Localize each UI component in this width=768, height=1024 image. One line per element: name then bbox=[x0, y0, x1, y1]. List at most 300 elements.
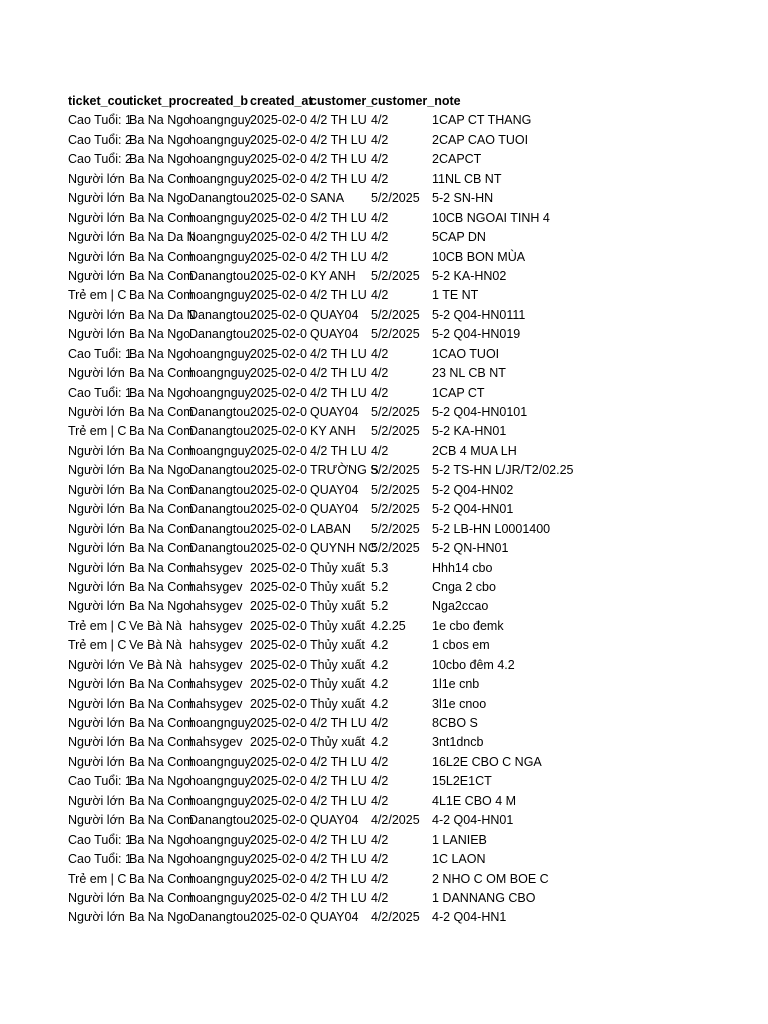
table-cell: hoangnguy bbox=[189, 832, 251, 847]
table-cell: 2025-02-0 bbox=[250, 813, 307, 828]
table-cell: Người lớn bbox=[68, 599, 125, 614]
table-cell: Thủy xuất bbox=[310, 677, 365, 692]
table-row bbox=[68, 753, 592, 772]
table-cell: 5-2 QN-HN01 bbox=[432, 541, 509, 556]
table-cell: hahsygev bbox=[189, 560, 243, 575]
table-cell: Ba Na Com bbox=[129, 560, 194, 575]
table-cell: Ba Na Com bbox=[129, 754, 194, 769]
table-cell: 4.2 bbox=[371, 657, 389, 672]
table-cell: 2025-02-0 bbox=[250, 852, 307, 867]
table-cell: 5/2/2025 bbox=[371, 502, 420, 517]
table-cell: 4/2 TH LU bbox=[310, 152, 367, 167]
table-cell: 4/2 TH LU bbox=[310, 210, 367, 225]
header-cell: ticket_cou bbox=[68, 94, 130, 108]
table-cell: Trẻ em | C bbox=[68, 288, 127, 303]
table-cell: Ba Na Com bbox=[129, 716, 194, 730]
table-cell: 1CAP CT bbox=[432, 385, 485, 400]
table-cell: 2025-02-0 bbox=[250, 735, 307, 750]
table-cell: 1 TE NT bbox=[432, 288, 479, 303]
table-cell: Người lớn bbox=[68, 716, 125, 730]
table-cell: Ba Na Com bbox=[129, 813, 194, 828]
table-cell: 4/2 bbox=[371, 385, 389, 400]
table-row bbox=[68, 733, 592, 752]
table-cell: Ba Na Ngo bbox=[129, 852, 191, 867]
table-cell: 4/2 TH LU bbox=[310, 832, 367, 847]
table-cell: Danangtou bbox=[189, 541, 251, 556]
table-row bbox=[68, 539, 592, 558]
table-cell: Người lớn bbox=[68, 813, 125, 828]
table-cell: 2025-02-0 bbox=[250, 832, 307, 847]
table-cell: Người lớn bbox=[68, 327, 125, 342]
table-row bbox=[68, 442, 592, 461]
table-cell: 5/2/2025 bbox=[371, 541, 420, 556]
table-cell: 5-2 Q04-HN0111 bbox=[432, 307, 526, 322]
table-cell: hahsygev bbox=[189, 696, 243, 711]
table-cell: Trẻ em | C bbox=[68, 424, 127, 439]
table-cell: Ba Na Com bbox=[129, 696, 194, 711]
table-cell: KY ANH bbox=[310, 268, 356, 283]
table-cell: hoangnguy bbox=[189, 852, 251, 867]
table-cell: Ba Na Ngo bbox=[129, 910, 191, 925]
table-row bbox=[68, 811, 592, 830]
table-cell: Ba Na Com bbox=[129, 521, 194, 536]
table-cell: Người lớn bbox=[68, 171, 125, 186]
table-row bbox=[68, 461, 592, 480]
table-cell: Ba Na Ngo bbox=[129, 385, 191, 400]
table-row bbox=[68, 131, 592, 150]
table-cell: 15L2E1CT bbox=[432, 774, 492, 789]
table-row bbox=[68, 636, 592, 655]
table-cell: Ba Na Ngo bbox=[129, 132, 191, 147]
table-cell: Người lớn bbox=[68, 754, 125, 769]
table-cell: Người lớn bbox=[68, 210, 125, 225]
table-cell: hoangnguy bbox=[189, 754, 251, 769]
table-cell: 4/2 bbox=[371, 288, 389, 303]
table-cell: Danangtou bbox=[189, 463, 251, 478]
table-cell: hahsygev bbox=[189, 657, 243, 672]
table-row bbox=[68, 889, 592, 908]
table-cell: Ve Bà Nà bbox=[129, 657, 182, 672]
table-cell: 4/2 TH LU bbox=[310, 871, 367, 886]
table-cell: Người lớn bbox=[68, 677, 125, 692]
table-cell: 4/2 bbox=[371, 852, 389, 867]
table-cell: QUAY04 bbox=[310, 502, 359, 517]
table-cell: hoangnguy bbox=[189, 171, 251, 186]
table-cell: 2025-02-0 bbox=[250, 210, 307, 225]
table-cell: 2025-02-0 bbox=[250, 424, 307, 439]
table-row bbox=[68, 325, 592, 344]
table-cell: 4.2.25 bbox=[371, 618, 406, 633]
table-cell: 2025-02-0 bbox=[250, 482, 307, 497]
table-cell: 2025-02-0 bbox=[250, 463, 307, 478]
table-cell: 5/2/2025 bbox=[371, 521, 420, 536]
table-cell: 2025-02-0 bbox=[250, 113, 307, 128]
table-cell: 8CBO S bbox=[432, 716, 478, 730]
table-row bbox=[68, 248, 592, 267]
table-cell: Ve Bà Nà bbox=[129, 638, 182, 653]
table-row bbox=[68, 228, 592, 247]
header-row bbox=[68, 92, 592, 111]
table-cell: Người lớn bbox=[68, 405, 125, 419]
table-cell: 23 NL CB NT bbox=[432, 366, 506, 381]
table-cell: 5-2 Q04-HN019 bbox=[432, 327, 521, 342]
table-cell: 4/2 bbox=[371, 113, 389, 128]
table-cell: Ve Bà Nà bbox=[129, 618, 182, 633]
table-cell: 2025-02-0 bbox=[250, 677, 307, 692]
table-cell: 5/2/2025 bbox=[371, 424, 420, 439]
table-cell: Ba Na Com bbox=[129, 541, 194, 556]
table-cell: Ba Na Com bbox=[129, 171, 194, 186]
table-cell: 2025-02-0 bbox=[250, 793, 307, 808]
table-cell: TRƯỜNG S bbox=[310, 463, 379, 478]
table-row bbox=[68, 559, 592, 578]
table-cell: hoangnguy bbox=[189, 890, 251, 905]
table-cell: hoangnguy bbox=[189, 385, 251, 400]
table-cell: 3l1e cnoo bbox=[432, 696, 487, 711]
table-cell: hoangnguy bbox=[189, 793, 251, 808]
table-cell: Ba Na Com bbox=[129, 502, 194, 517]
table-cell: Người lớn bbox=[68, 521, 125, 536]
spreadsheet bbox=[68, 92, 592, 928]
table-cell: 4/2 TH LU bbox=[310, 113, 367, 128]
table-row bbox=[68, 170, 592, 189]
table-cell: hoangnguy bbox=[189, 152, 251, 167]
table-cell: Người lớn bbox=[68, 268, 125, 283]
table-cell: 4/2 TH LU bbox=[310, 288, 367, 303]
table-cell: 5/2/2025 bbox=[371, 268, 420, 283]
table-cell: QUAY04 bbox=[310, 910, 359, 925]
table-cell: 4.2 bbox=[371, 677, 389, 692]
table-row bbox=[68, 422, 592, 441]
table-cell: 5-2 TS-HN L/JR/T2/02.25 bbox=[432, 463, 574, 478]
table-cell: 4/2 TH LU bbox=[310, 852, 367, 867]
table-cell: Người lớn bbox=[68, 541, 125, 556]
table-cell: Người lớn bbox=[68, 502, 125, 517]
table-cell: 4/2 bbox=[371, 346, 389, 361]
table-cell: 4/2 bbox=[371, 230, 389, 245]
table-cell: Người lớn bbox=[68, 696, 125, 711]
table-cell: 5.2 bbox=[371, 599, 389, 614]
table-row bbox=[68, 500, 592, 519]
table-cell: 4/2 bbox=[371, 754, 389, 769]
table-cell: 2025-02-0 bbox=[250, 327, 307, 342]
table-cell: Ba Na Com bbox=[129, 424, 194, 439]
table-row bbox=[68, 306, 592, 325]
table-cell: QUYNH NC bbox=[310, 541, 377, 556]
table-cell: Cao Tuổi: 1 bbox=[68, 385, 132, 400]
table-cell: 1 DANNANG CBO bbox=[432, 890, 536, 905]
table-cell: Ba Na Com bbox=[129, 366, 194, 381]
table-cell: 2CAPCT bbox=[432, 152, 482, 167]
table-cell: hoangnguy bbox=[189, 774, 251, 789]
table-cell: 1CAO TUOI bbox=[432, 346, 500, 361]
table-cell: 2025-02-0 bbox=[250, 230, 307, 245]
table-cell: 10cbo đêm 4.2 bbox=[432, 657, 515, 672]
table-cell: 10CB BON MÙA bbox=[432, 249, 526, 264]
table-cell: Cao Tuổi: 1 bbox=[68, 113, 132, 128]
table-cell: hahsygev bbox=[189, 579, 243, 594]
table-cell: Cao Tuổi: 1 bbox=[68, 832, 132, 847]
table-cell: 4-2 Q04-HN01 bbox=[432, 813, 514, 828]
table-row bbox=[68, 850, 592, 869]
table-cell: 2CAP CAO TUOI bbox=[432, 132, 529, 147]
table-cell: 2025-02-0 bbox=[250, 268, 307, 283]
table-cell: 4/2 bbox=[371, 832, 389, 847]
table-cell: 5/2/2025 bbox=[371, 463, 420, 478]
table-cell: 1 cbos em bbox=[432, 638, 490, 653]
table-cell: QUAY04 bbox=[310, 813, 359, 828]
table-cell: 2025-02-0 bbox=[250, 385, 307, 400]
table-cell: 4/2 bbox=[371, 716, 389, 730]
table-cell: 5-2 SN-HN bbox=[432, 191, 494, 206]
table-cell: 4/2 TH LU bbox=[310, 249, 367, 264]
table-cell: 2025-02-0 bbox=[250, 521, 307, 536]
table-cell: 4/2 bbox=[371, 443, 389, 458]
table-cell: Người lớn bbox=[68, 443, 125, 458]
table-row bbox=[68, 209, 592, 228]
table-cell: 4/2 TH LU bbox=[310, 230, 367, 245]
table-body bbox=[68, 111, 592, 927]
table-row bbox=[68, 267, 592, 286]
table-cell: Cao Tuổi: 1 bbox=[68, 774, 132, 789]
table-cell: 4/2 TH LU bbox=[310, 774, 367, 789]
table-cell: Người lớn bbox=[68, 793, 125, 808]
table-row bbox=[68, 345, 592, 364]
table-row bbox=[68, 150, 592, 169]
table-cell: hoangnguy bbox=[189, 132, 251, 147]
table-cell: Ba Na Com bbox=[129, 735, 194, 750]
header-cell: created_at bbox=[250, 94, 313, 108]
header-cell: customer_ bbox=[310, 94, 374, 108]
table-cell: 4/2 bbox=[371, 366, 389, 381]
table-cell: 2025-02-0 bbox=[250, 657, 307, 672]
table-cell: Thủy xuất bbox=[310, 696, 365, 711]
table-cell: 1l1e cnb bbox=[432, 677, 480, 692]
table-cell: 2025-02-0 bbox=[250, 560, 307, 575]
table-cell: QUAY04 bbox=[310, 327, 359, 342]
table-row bbox=[68, 286, 592, 305]
table-cell: QUAY04 bbox=[310, 405, 359, 419]
header-cell: created_b bbox=[189, 94, 249, 108]
table-cell: 2025-02-0 bbox=[250, 346, 307, 361]
table-cell: 4/2 TH LU bbox=[310, 793, 367, 808]
table-cell: 2025-02-0 bbox=[250, 579, 307, 594]
table-cell: 4/2 bbox=[371, 132, 389, 147]
table-cell: 5/2/2025 bbox=[371, 482, 420, 497]
table-cell: Thủy xuất bbox=[310, 638, 365, 653]
table-cell: 2025-02-0 bbox=[250, 716, 307, 730]
table-cell: 4/2 bbox=[371, 890, 389, 905]
table-cell: QUAY04 bbox=[310, 482, 359, 497]
table-cell: Ba Na Ngo bbox=[129, 191, 191, 206]
table-cell: hoangnguy bbox=[189, 288, 251, 303]
table-cell: 4/2 TH LU bbox=[310, 443, 367, 458]
table-cell: 4/2 TH LU bbox=[310, 366, 367, 381]
table-cell: Danangtou bbox=[189, 813, 251, 828]
table-cell: 4/2/2025 bbox=[371, 813, 420, 828]
table-cell: hahsygev bbox=[189, 677, 243, 692]
table-cell: Ba Na Com bbox=[129, 482, 194, 497]
table-cell: 4/2 bbox=[371, 774, 389, 789]
table-cell: Ba Na Com bbox=[129, 890, 194, 905]
table-cell: 2025-02-0 bbox=[250, 541, 307, 556]
table-cell: Ba Na Ngo bbox=[129, 599, 191, 614]
table-cell: Người lớn bbox=[68, 463, 125, 478]
table-row bbox=[68, 714, 592, 733]
table-cell: Danangtou bbox=[189, 910, 251, 925]
table-cell: 2025-02-0 bbox=[250, 618, 307, 633]
table-cell: 1e cbo đemk bbox=[432, 618, 504, 633]
table-cell: 2025-02-0 bbox=[250, 774, 307, 789]
table-cell: 4/2 bbox=[371, 249, 389, 264]
table-cell: Danangtou bbox=[189, 521, 251, 536]
table-cell: 5/2/2025 bbox=[371, 405, 420, 419]
table-cell: Ba Na Com bbox=[129, 405, 194, 419]
table-cell: Cao Tuổi: 1 bbox=[68, 346, 132, 361]
table-cell: Thủy xuất bbox=[310, 657, 365, 672]
table-cell: 2025-02-0 bbox=[250, 910, 307, 925]
table-cell: 2025-02-0 bbox=[250, 249, 307, 264]
table-cell: 5-2 KA-HN01 bbox=[432, 424, 507, 439]
table-cell: 1CAP CT THANG bbox=[432, 113, 532, 128]
table-row bbox=[68, 792, 592, 811]
table-cell: 4L1E CBO 4 M bbox=[432, 793, 517, 808]
table-cell: 5-2 LB-HN L0001400 bbox=[432, 521, 551, 536]
table-cell: 5/2/2025 bbox=[371, 191, 420, 206]
table-cell: 3nt1dncb bbox=[432, 735, 484, 750]
table-cell: 1C LAON bbox=[432, 852, 486, 867]
table-cell: 2025-02-0 bbox=[250, 696, 307, 711]
table-cell: 2025-02-0 bbox=[250, 132, 307, 147]
table-cell: hoangnguy bbox=[189, 346, 251, 361]
table-cell: Danangtou bbox=[189, 424, 251, 439]
table-cell: Ba Na Com bbox=[129, 288, 194, 303]
table-cell: 4.2 bbox=[371, 638, 389, 653]
table-cell: hoangnguy bbox=[189, 871, 251, 886]
table-cell: Người lớn bbox=[68, 560, 125, 575]
table-cell: Ba Na Ngo bbox=[129, 152, 191, 167]
table-cell: hahsygev bbox=[189, 735, 243, 750]
table-cell: 5-2 Q04-HN02 bbox=[432, 482, 514, 497]
table-cell: 5/2/2025 bbox=[371, 327, 420, 342]
table-cell: Danangtou bbox=[189, 191, 251, 206]
table-row bbox=[68, 870, 592, 889]
table-cell: 2025-02-0 bbox=[250, 443, 307, 458]
table-row bbox=[68, 656, 592, 675]
table-cell: 4/2 TH LU bbox=[310, 132, 367, 147]
table-row bbox=[68, 189, 592, 208]
table-cell: Danangtou bbox=[189, 502, 251, 517]
table-cell: 4/2 bbox=[371, 871, 389, 886]
table-cell: Ba Na Ngo bbox=[129, 832, 191, 847]
table-row bbox=[68, 597, 592, 616]
table-cell: Ba Na Com bbox=[129, 210, 194, 225]
table-cell: Người lớn bbox=[68, 735, 125, 750]
table-cell: Ba Na Com bbox=[129, 579, 194, 594]
table-cell: Danangtou bbox=[189, 327, 251, 342]
table-cell: Danangtou bbox=[189, 405, 251, 419]
table-cell: hoangnguy bbox=[189, 249, 251, 264]
table-cell: hahsygev bbox=[189, 618, 243, 633]
table-cell: Hhh14 cbo bbox=[432, 560, 493, 575]
table-cell: 5-2 Q04-HN01 bbox=[432, 502, 514, 517]
table-cell: 5-2 Q04-HN0101 bbox=[432, 405, 528, 419]
table-cell: hahsygev bbox=[189, 599, 243, 614]
table-row bbox=[68, 403, 592, 422]
table-cell: 2025-02-0 bbox=[250, 890, 307, 905]
table-cell: Người lớn bbox=[68, 579, 125, 594]
table-cell: Ba Na Com bbox=[129, 677, 194, 692]
table-cell: Trẻ em | C bbox=[68, 618, 127, 633]
table-cell: Ba Na Com bbox=[129, 249, 194, 264]
table-cell: 4/2 TH LU bbox=[310, 346, 367, 361]
table-cell: hoangnguy bbox=[189, 210, 251, 225]
table-cell: Trẻ em | C bbox=[68, 638, 127, 653]
table-cell: Ba Na Ngo bbox=[129, 774, 191, 789]
table-cell: 2025-02-0 bbox=[250, 754, 307, 769]
table-cell: 4/2/2025 bbox=[371, 910, 420, 925]
table-cell: Người lớn bbox=[68, 657, 125, 672]
table-cell: 4/2 TH LU bbox=[310, 385, 367, 400]
table-cell: 5.2 bbox=[371, 579, 389, 594]
table-cell: Người lớn bbox=[68, 366, 125, 381]
table-cell: QUAY04 bbox=[310, 307, 359, 322]
table-cell: SANA bbox=[310, 191, 345, 206]
table-cell: LABAN bbox=[310, 521, 351, 536]
table-cell: 2025-02-0 bbox=[250, 366, 307, 381]
table-cell: 10CB NGOAI TINH 4 bbox=[432, 210, 550, 225]
table-row bbox=[68, 772, 592, 791]
table-row bbox=[68, 520, 592, 539]
table-cell: 2025-02-0 bbox=[250, 638, 307, 653]
table-cell: 2025-02-0 bbox=[250, 405, 307, 419]
table-cell: Ba Na Da N bbox=[129, 230, 196, 245]
table-cell: Danangtou bbox=[189, 268, 251, 283]
table-cell: Cao Tuổi: 1 bbox=[68, 852, 132, 867]
table-cell: Ba Na Com bbox=[129, 793, 194, 808]
table-cell: Ba Na Ngo bbox=[129, 346, 191, 361]
table-cell: 2 NHO C OM BOE C bbox=[432, 871, 549, 886]
table-row bbox=[68, 831, 592, 850]
table-cell: hoangnguy bbox=[189, 366, 251, 381]
table-cell: Người lớn bbox=[68, 910, 125, 925]
table-cell: 2025-02-0 bbox=[250, 191, 307, 206]
table-cell: 2025-02-0 bbox=[250, 307, 307, 322]
table-cell: 4/2 TH LU bbox=[310, 754, 367, 769]
table-cell: 5/2/2025 bbox=[371, 307, 420, 322]
table-cell: 2CB 4 MUA LH bbox=[432, 443, 517, 458]
table-cell: 4/2 TH LU bbox=[310, 716, 367, 730]
table-row bbox=[68, 695, 592, 714]
table-cell: Cao Tuổi: 2 bbox=[68, 152, 132, 167]
table-cell: Thủy xuất bbox=[310, 579, 365, 594]
table-row bbox=[68, 578, 592, 597]
table-cell: 2025-02-0 bbox=[250, 288, 307, 303]
table-cell: Người lớn bbox=[68, 890, 125, 905]
table-cell: Trẻ em | C bbox=[68, 871, 127, 886]
table-cell: 4/2 bbox=[371, 793, 389, 808]
table-cell: Người lớn bbox=[68, 249, 125, 264]
table-cell: Người lớn bbox=[68, 482, 125, 497]
table-cell: hoangnguy bbox=[189, 716, 251, 730]
table-cell: 4.2 bbox=[371, 696, 389, 711]
table-cell: 4/2 TH LU bbox=[310, 890, 367, 905]
table-cell: 11NL CB NT bbox=[432, 171, 502, 186]
table-cell: Thủy xuất bbox=[310, 599, 365, 614]
table-cell: Ba Na Com bbox=[129, 443, 194, 458]
table-cell: 2025-02-0 bbox=[250, 502, 307, 517]
table-cell: Danangtou bbox=[189, 482, 251, 497]
